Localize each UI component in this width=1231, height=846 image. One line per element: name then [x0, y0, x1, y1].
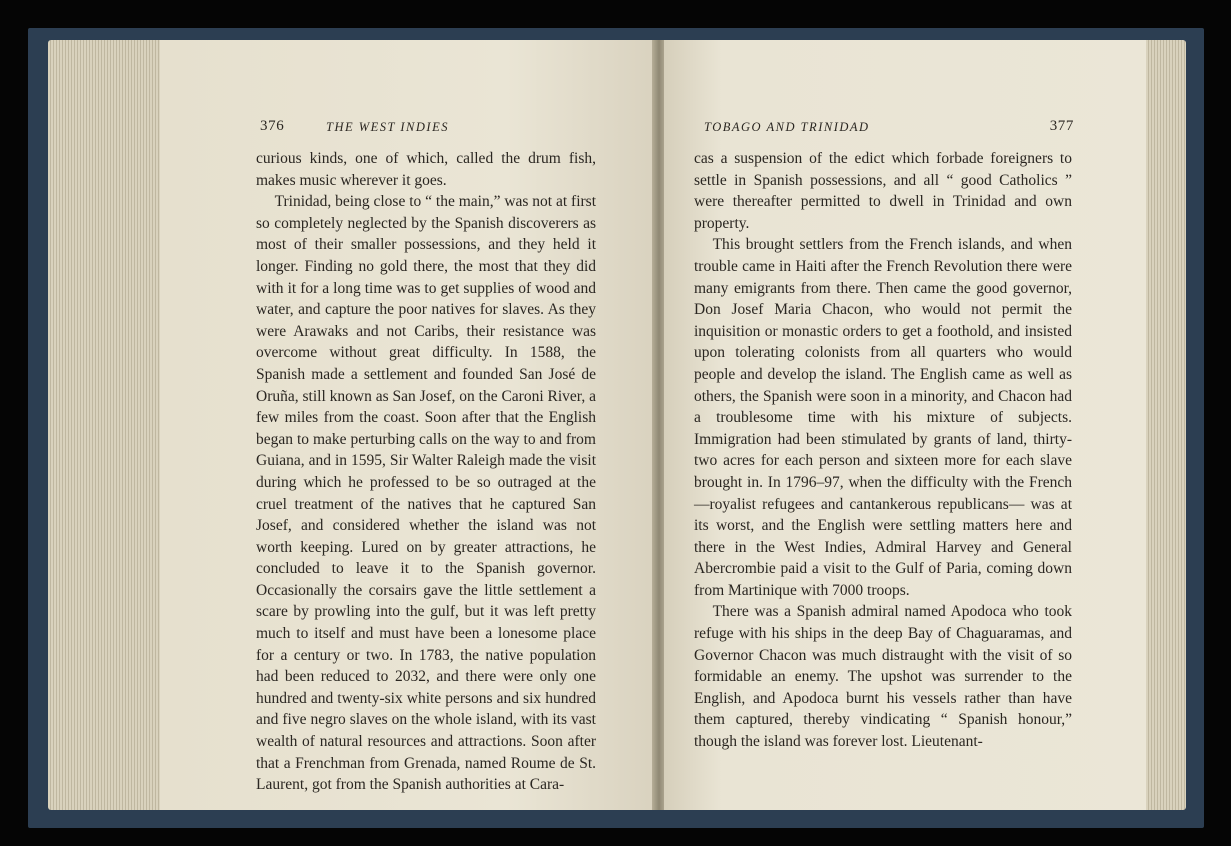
page-edges-right — [1140, 40, 1186, 810]
paragraph: cas a suspension of the edict which forbade foreigners to settle in Spanish possessions, and all “ good Catholics ” were thereafter permitted to dwell in Trinidad and own property. — [694, 150, 1072, 232]
paragraph: This brought settlers from the French islands, and when trouble came in Haiti after the French Revolution there were many emigrants from there. Then came the good governor, Don Josef Maria Chacon, who would not permit the inquisition or monastic orders to get a foothold, and insisted upon tolerating colonists from all quarters who would people and develop the island. The English came as well as others, the Spanish were soon in a minority, and Chacon had a troublesome time with his mixture of subjects. Immigration had been stimulated by grants of land, thirty-two acres for each person and sixteen more for each slave brought in. In 1796–97, when the difficulty with the French —royalist refugees and cantankerous republicans— was at its worst, and the English were settling matters here and there in the West Indies, Admiral Harvey and General Abercrombie paid a visit to the Gulf of Paria, coming down from Martinique with 7000 troops. — [694, 236, 1072, 599]
right-page — [664, 40, 1146, 810]
paragraph: There was a Spanish admiral named Apodoca who took refuge with his ships in the deep Bay of Chaguaramas, and Governor Chacon was much distraught with the visit of so formidable an enemy. The upshot was surrender to the English, and Apodoca burnt his vessels rather than have them captured, thereby vindicating “ Spanish honour,” though the island was forever lost. Lieutenant- — [694, 603, 1072, 751]
paragraph: curious kinds, one of which, called the drum fish, makes music wherever it goes. — [256, 150, 596, 189]
right-running-head: TOBAGO AND TRINIDAD — [704, 120, 870, 134]
paragraph: Trinidad, being close to “ the main,” was not at first so completely neglected by the Spanish discoverers as most of their smaller possessions, and they held it longer. Finding no gold there, the most that they did with it for a long time was to get supplies of wood and water, and capture the poor natives for slaves. As they were Arawaks and not Caribs, their resistance was overcome without great difficulty. In 1588, the Spanish made a settlement and founded San José de Oruña, still known as San Josef, on the Caroni River, a few miles from the coast. Soon after that the English began to make perturbing calls on the way to and from Guiana, and in 1595, Sir Walter Raleigh made the visit during which he professed to be so outraged at the cruel treatment of the natives that he captured San Josef, and considered whether the island was not worth keeping. Lured on by greater attractions, he concluded to leave it to the Spanish governor. Occasionally the corsairs gave the little settlement a scare by prowling into the gulf, but it was left pretty much to itself and must have been a lonesome place for a century or two. In 1783, the native population had been reduced to 2032, and there were only one hundred and twenty-six white persons and six hundred and five negro slaves on the whole island, with its vast wealth of natural resources and attractions. Soon after that a Frenchman from Grenada, named Roume de St. Laurent, got from the Spanish authorities at Cara- — [256, 193, 597, 794]
left-page — [160, 40, 656, 810]
right-page-number: 377 — [1049, 118, 1074, 134]
left-page-number: 376 — [260, 118, 285, 134]
left-page-body — [256, 148, 596, 796]
right-page-body — [694, 148, 1072, 753]
left-running-head: THE WEST INDIES — [326, 120, 449, 134]
page-edges-left — [48, 40, 166, 810]
